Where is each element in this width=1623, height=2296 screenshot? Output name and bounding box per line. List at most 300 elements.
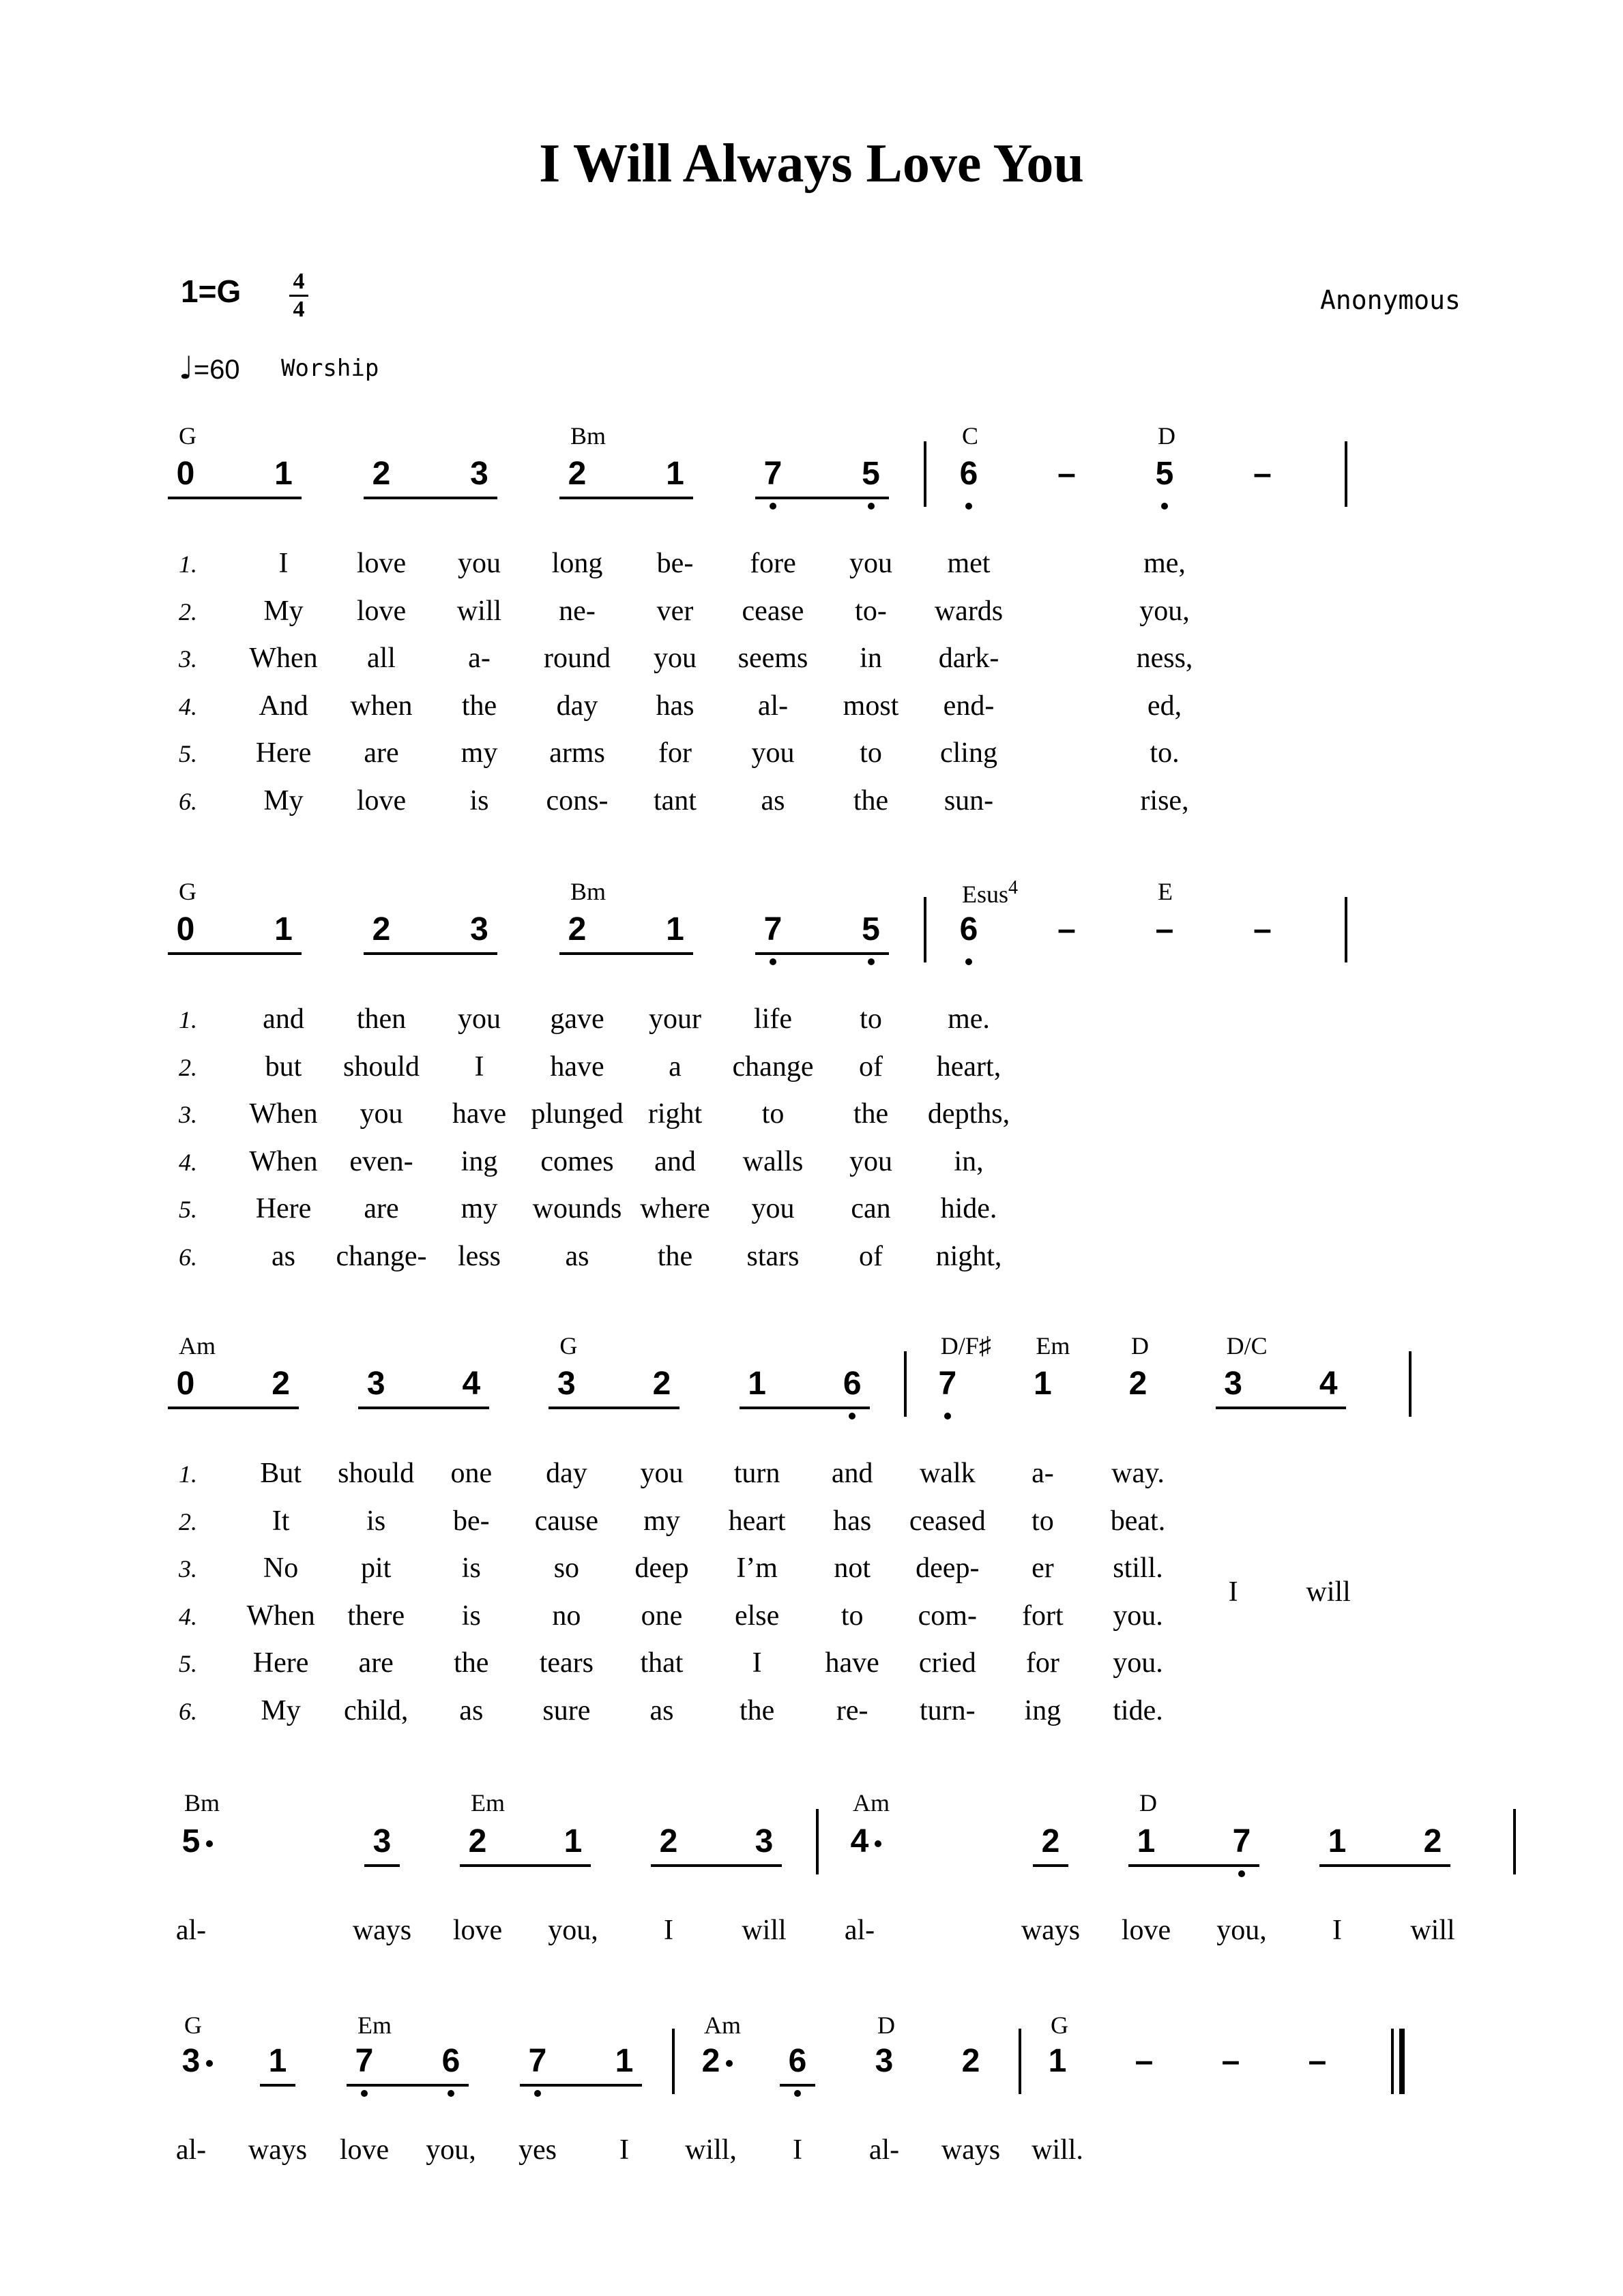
lyric-syllable: less <box>458 1241 501 1272</box>
eighth-beam <box>1216 1407 1347 1409</box>
augmentation-dot <box>875 1840 881 1847</box>
lower-octave-dot <box>868 503 875 510</box>
lyric-syllable: day <box>556 690 598 722</box>
lyric-syllable: the <box>657 1241 693 1272</box>
chord-label: C <box>962 422 979 450</box>
eighth-beam <box>364 952 497 955</box>
lyric-syllable: the <box>461 690 497 722</box>
jianpu-note: 2 <box>468 1823 487 1859</box>
verse-number: 1. <box>179 1460 197 1488</box>
lyric-syllable: day <box>546 1458 587 1489</box>
lyric-syllable: ceased <box>909 1505 986 1537</box>
lyric-syllable: as <box>272 1241 295 1272</box>
lyric-syllable: al- <box>175 2134 207 2166</box>
jianpu-note: 6 <box>441 2043 460 2079</box>
eighth-beam <box>364 1864 400 1867</box>
lower-octave-dot <box>1161 503 1168 510</box>
lyric-syllable: and <box>831 1458 873 1489</box>
chord-symbol <box>570 877 606 906</box>
jianpu-note: 7 <box>763 456 783 492</box>
bar-line <box>816 1809 819 1874</box>
lower-octave-dot <box>965 958 972 965</box>
eighth-beam <box>358 1407 489 1409</box>
chord-label: D <box>1131 1332 1149 1359</box>
lyric-syllable: sun- <box>944 785 994 816</box>
lyric-syllable: my <box>460 737 498 769</box>
lyric-syllable: have <box>825 1647 879 1679</box>
jianpu-note: 2 <box>652 1366 671 1402</box>
jianpu-note: 1 <box>1034 1366 1052 1402</box>
chord-symbol <box>1158 877 1173 906</box>
time-signature-bottom: 4 <box>293 297 305 322</box>
lyric-syllable: but <box>265 1050 302 1083</box>
lyric-syllable: wounds <box>532 1193 622 1225</box>
lyric-syllable: way. <box>1111 1458 1165 1489</box>
chord-label: Em <box>357 2012 392 2039</box>
chord-label: D/F♯ <box>940 1332 991 1359</box>
lyric-syllable: to <box>1032 1505 1054 1537</box>
lower-octave-dot <box>1238 1870 1245 1877</box>
lower-octave-dot <box>944 1413 951 1419</box>
jianpu-note: 2 <box>372 456 391 492</box>
lyric-syllable: will <box>742 1915 787 1946</box>
jianpu-note: 4 <box>850 1823 869 1859</box>
lyric-syllable: ways <box>941 2134 1001 2166</box>
lyric-syllable: life <box>754 1003 792 1035</box>
lyric-syllable: you <box>640 1458 684 1489</box>
lyric-syllable: er <box>1032 1552 1054 1585</box>
lyric-syllable: a- <box>1032 1458 1054 1489</box>
lyric-syllable: ne- <box>559 595 596 627</box>
jianpu-note: 1 <box>1328 1823 1347 1859</box>
verse-number: 6. <box>179 1243 197 1271</box>
lyric-syllable: I <box>1332 1915 1342 1946</box>
lyric-syllable: in <box>860 643 882 675</box>
lyric-syllable: love <box>1121 1915 1171 1946</box>
bar-line <box>1019 2029 1021 2094</box>
lyric-syllable: I’m <box>736 1552 778 1585</box>
lyric-syllable: to. <box>1150 737 1180 769</box>
eighth-beam <box>651 1864 782 1867</box>
jianpu-note: 1 <box>748 1366 766 1402</box>
lyric-syllable: the <box>853 785 889 816</box>
chord-symbol <box>184 1789 220 1817</box>
chord-label: G <box>184 2012 202 2039</box>
lyric-syllable: Here <box>252 1647 309 1679</box>
lyric-syllable: turn- <box>919 1695 976 1726</box>
lyric-syllable: and <box>263 1003 304 1035</box>
lyric-syllable: you. <box>1113 1600 1163 1632</box>
chord-label: Bm <box>570 878 606 905</box>
lyric-syllable: you <box>849 1145 892 1177</box>
time-signature-top: 4 <box>293 269 305 294</box>
jianpu-note: 2 <box>1041 1823 1060 1859</box>
lyric-syllable: al- <box>757 690 789 722</box>
lyric-syllable: you, <box>1216 1915 1267 1946</box>
lyric-syllable: I <box>752 1647 762 1679</box>
lyric-syllable: cried <box>918 1647 976 1679</box>
verse-number: 5. <box>179 1196 197 1224</box>
sustain-dash: – <box>1308 2043 1327 2079</box>
chord-symbol <box>962 422 978 450</box>
jianpu-note: 3 <box>875 2043 894 2079</box>
chord-symbol <box>877 2011 895 2040</box>
lyric-syllable: dark- <box>938 643 999 675</box>
lyric-syllable: you <box>360 1098 403 1130</box>
bar-line <box>924 897 926 962</box>
lyric-syllable: But <box>260 1458 302 1489</box>
jianpu-note: 1 <box>666 911 684 947</box>
lyric-syllable: sure <box>542 1695 591 1726</box>
lyric-syllable: the <box>853 1098 889 1130</box>
chord-symbol <box>1158 422 1175 450</box>
lyric-syllable: where <box>640 1193 710 1225</box>
lyric-syllable: al- <box>868 2134 900 2166</box>
lyric-syllable: still. <box>1113 1552 1163 1585</box>
lyric-syllable: are <box>358 1647 394 1679</box>
lyric-syllable: pit <box>361 1552 392 1585</box>
jianpu-note: 5 <box>862 911 880 947</box>
lyric-syllable: is <box>469 785 489 816</box>
sustain-dash: – <box>1135 2043 1154 2079</box>
eighth-beam <box>740 1407 871 1409</box>
lyric-syllable: change <box>732 1050 814 1083</box>
eighth-beam <box>168 952 302 955</box>
chord-label: Am <box>704 2012 741 2039</box>
lyric-syllable: as <box>649 1695 674 1726</box>
lyric-syllable: love <box>339 2134 390 2166</box>
lyric-syllable: night, <box>935 1241 1002 1272</box>
jianpu-note: 2 <box>1423 1823 1442 1859</box>
sustain-dash: – <box>1253 911 1272 947</box>
lyric-syllable: be- <box>656 548 694 579</box>
lyric-syllable: in, <box>954 1145 984 1177</box>
jianpu-note: 3 <box>1224 1366 1242 1402</box>
lyric-syllable: met <box>947 548 991 579</box>
lyric-syllable: round <box>544 643 611 675</box>
verse-number: 2. <box>179 598 197 625</box>
lyric-syllable: that <box>640 1647 684 1679</box>
lower-octave-dot <box>965 503 972 510</box>
lyric-syllable: beat. <box>1110 1505 1166 1537</box>
lyric-syllable: ver <box>656 595 694 627</box>
chord-symbol <box>471 1789 505 1817</box>
lyric-syllable: walk <box>919 1458 976 1489</box>
jianpu-note: 3 <box>181 2043 201 2079</box>
lyric-syllable: to <box>761 1098 785 1130</box>
chord-symbol <box>962 877 1018 909</box>
lyric-syllable: is <box>461 1552 481 1585</box>
lyric-syllable: a <box>669 1050 682 1083</box>
lyric-syllable: have <box>452 1098 507 1130</box>
lyric-syllable: tant <box>654 785 697 816</box>
sustain-dash: – <box>1057 911 1076 947</box>
lyric-syllable: has <box>833 1505 872 1537</box>
lyric-syllable: are <box>364 1193 399 1225</box>
chord-label: Em <box>471 1789 505 1816</box>
eighth-beam <box>460 1864 591 1867</box>
song-title: I Will Always Love You <box>539 134 1084 194</box>
jianpu-note: 6 <box>959 911 978 947</box>
chord-symbol <box>1051 2011 1068 2040</box>
bar-line <box>1513 1809 1516 1874</box>
lyric-syllable: cause <box>534 1505 599 1537</box>
chord-symbol <box>179 422 196 450</box>
chord-label: Am <box>179 1332 216 1359</box>
verse-number: 2. <box>179 1507 197 1535</box>
lower-octave-dot <box>794 2090 801 2097</box>
jianpu-note: 2 <box>272 1366 290 1402</box>
lyric-syllable: yes <box>518 2134 557 2166</box>
chord-label: D <box>1158 422 1175 450</box>
lyric-syllable: of <box>859 1241 883 1272</box>
lyric-syllable: I <box>278 548 289 579</box>
sustain-dash: – <box>1057 456 1076 492</box>
lyric-syllable: ways <box>1021 1915 1081 1946</box>
lyric-syllable: love <box>356 595 407 627</box>
lyric-syllable: you, <box>548 1915 598 1946</box>
verse-number: 1. <box>179 1006 197 1033</box>
jianpu-note: 1 <box>1048 2043 1067 2079</box>
jianpu-note: 4 <box>462 1366 481 1402</box>
eighth-beam <box>780 2084 815 2087</box>
lyric-syllable: My <box>263 785 304 816</box>
lyric-syllable: ness, <box>1136 643 1193 675</box>
lyric-syllable: heart <box>728 1505 786 1537</box>
verse-number: 1. <box>179 550 197 578</box>
chord-label: Bm <box>570 422 606 450</box>
augmentation-dot <box>206 1840 213 1847</box>
lyric-syllable: My <box>261 1695 301 1726</box>
lyric-syllable: My <box>263 595 304 627</box>
lyric-syllable: is <box>461 1600 481 1632</box>
lyric-syllable: deep- <box>916 1552 980 1585</box>
chord-label: D <box>877 2012 895 2039</box>
lyric-syllable: And <box>259 690 308 722</box>
lyric-syllable: should <box>342 1050 420 1083</box>
verse-number: 4. <box>179 692 197 720</box>
lyric-syllable: then <box>356 1003 407 1035</box>
chord-symbol <box>357 2011 392 2040</box>
jianpu-note: 2 <box>659 1823 678 1859</box>
eighth-beam <box>755 497 889 499</box>
jianpu-note: 0 <box>176 1366 195 1402</box>
lyric-syllable: will. <box>1032 2134 1083 2166</box>
eighth-beam <box>755 952 889 955</box>
lyric-syllable: deep <box>634 1552 689 1585</box>
lyric-syllable: depths, <box>927 1098 1010 1130</box>
quarter-note-icon: ♩ <box>179 349 194 386</box>
chord-label: Am <box>853 1789 890 1816</box>
eighth-beam <box>260 2084 295 2087</box>
lyric-syllable: will <box>456 595 502 627</box>
lower-octave-dot <box>849 1413 856 1419</box>
final-bar-line <box>1399 2029 1405 2094</box>
lyric-syllable: cling <box>940 737 997 769</box>
lyric-syllable: love <box>356 548 407 579</box>
tempo-mark: ♩=60 <box>179 349 240 386</box>
lyric-syllable: the <box>739 1695 775 1726</box>
lyric-syllable: you <box>654 643 697 675</box>
lower-octave-dot <box>770 958 776 965</box>
verse-number: 4. <box>179 1148 197 1176</box>
chord-symbol <box>570 422 606 450</box>
lyric-syllable: you, <box>1139 595 1190 627</box>
lyric-syllable: child, <box>343 1695 409 1726</box>
sustain-dash: – <box>1221 2043 1240 2079</box>
lyric-syllable: com- <box>918 1600 977 1632</box>
sustain-dash: – <box>1253 456 1272 492</box>
bar-line <box>672 2029 675 2094</box>
lower-octave-dot <box>770 503 776 510</box>
lyric-syllable: heart, <box>936 1050 1001 1083</box>
lyric-syllable: Here <box>255 1193 312 1225</box>
verse-number: 3. <box>179 1101 197 1129</box>
lyric-syllable: me. <box>948 1003 990 1035</box>
chord-label: G <box>559 1332 578 1359</box>
verse-number: 3. <box>179 645 197 673</box>
chord-symbol <box>559 1331 577 1360</box>
lyric-syllable: to <box>860 1003 882 1035</box>
jianpu-note: 1 <box>268 2043 287 2079</box>
lyric-syllable: a- <box>468 643 491 675</box>
lyric-syllable: my <box>643 1505 680 1537</box>
lyric-syllable: love <box>452 1915 503 1946</box>
jianpu-note: 3 <box>470 911 488 947</box>
lyric-syllable: right <box>647 1098 703 1130</box>
chord-symbol <box>853 1789 890 1817</box>
eighth-beam <box>1319 1864 1450 1867</box>
jianpu-note: 1 <box>564 1823 583 1859</box>
lyric-syllable: there <box>347 1600 405 1632</box>
lyric-syllable: my <box>460 1193 498 1225</box>
lyric-syllable: ing <box>460 1145 498 1177</box>
lyric-syllable: one <box>450 1458 493 1489</box>
jianpu-note: 2 <box>372 911 391 947</box>
lyric-syllable: When <box>249 643 318 675</box>
lyric-syllable: hide. <box>940 1193 997 1225</box>
chord-symbol <box>704 2011 741 2040</box>
sustain-dash: – <box>1155 911 1174 947</box>
jianpu-note: 3 <box>372 1823 392 1859</box>
verse-number: 5. <box>179 740 197 768</box>
bar-line <box>1409 1351 1412 1417</box>
lyric-syllable: al- <box>175 1915 207 1946</box>
lyric-syllable: your <box>649 1003 701 1035</box>
jianpu-note: 1 <box>1137 1823 1156 1859</box>
lyric-syllable: have <box>550 1050 604 1083</box>
lyric-syllable: are <box>364 737 399 769</box>
lyric-syllable: you. <box>1113 1647 1163 1679</box>
lyric-syllable: else <box>734 1600 780 1632</box>
lower-octave-dot <box>534 2090 541 2097</box>
lyric-syllable: fore <box>750 548 796 579</box>
bar-line <box>924 441 926 507</box>
bar-line <box>1345 897 1347 962</box>
chord-label: Esus <box>962 881 1009 908</box>
lyric-syllable: When <box>249 1145 318 1177</box>
lyric-syllable: can <box>851 1193 891 1225</box>
chord-symbol <box>941 1331 991 1360</box>
jianpu-note: 2 <box>1128 1366 1147 1402</box>
jianpu-note: 5 <box>1155 456 1174 492</box>
lyric-syllable: you <box>751 737 795 769</box>
eighth-beam <box>1033 1864 1068 1867</box>
jianpu-note: 6 <box>843 1366 862 1402</box>
jianpu-note: 0 <box>176 456 195 492</box>
lower-octave-dot <box>868 958 875 965</box>
lyric-syllable: end- <box>943 690 995 722</box>
chord-symbol <box>1131 1331 1149 1360</box>
jianpu-note: 3 <box>755 1823 774 1859</box>
lyric-syllable: no <box>552 1600 581 1632</box>
bar-line <box>1391 2029 1394 2094</box>
lyric-syllable: I <box>474 1050 484 1083</box>
lyric-syllable: as <box>459 1695 484 1726</box>
lyric-syllable: most <box>843 690 899 722</box>
lyric-syllable: No <box>263 1552 299 1585</box>
lyric-syllable: cons- <box>546 785 609 816</box>
jianpu-note: 6 <box>788 2043 807 2079</box>
lyric-syllable: long <box>551 548 603 579</box>
lyric-syllable: al- <box>844 1915 875 1946</box>
chord-symbol <box>184 2011 202 2040</box>
lyric-syllable: one <box>641 1600 683 1632</box>
lyric-syllable: Here <box>255 737 312 769</box>
lyric-syllable: I <box>619 2134 629 2166</box>
bar-line <box>904 1351 907 1417</box>
lyric-syllable: to <box>860 737 882 769</box>
lyric-syllable: should <box>338 1458 415 1489</box>
verse-number: 2. <box>179 1053 197 1081</box>
lyric-syllable: when <box>350 690 413 722</box>
lyric-syllable: seems <box>737 643 808 675</box>
eighth-beam <box>168 1407 299 1409</box>
chord-label: D/C <box>1226 1332 1268 1359</box>
lyric-syllable: re- <box>836 1695 868 1726</box>
jianpu-note: 2 <box>701 2043 720 2079</box>
lyric-syllable: I <box>793 2134 802 2166</box>
lower-octave-dot <box>361 2090 368 2097</box>
lyric-syllable: is <box>366 1505 386 1537</box>
lyric-syllable: change- <box>336 1241 427 1272</box>
lyric-syllable: walls <box>742 1145 804 1177</box>
eighth-beam <box>364 497 497 499</box>
jianpu-note: 2 <box>568 911 587 947</box>
chord-label: Em <box>1036 1332 1070 1359</box>
jianpu-note: 3 <box>366 1366 385 1402</box>
lyric-syllable: ways <box>248 2134 308 2166</box>
verse-number: 6. <box>179 788 197 815</box>
lyric-syllable: love <box>356 785 407 816</box>
chord-label: Bm <box>184 1789 220 1816</box>
lyric-syllable: cease <box>742 595 804 627</box>
lyric-syllable: you <box>751 1193 795 1225</box>
lyric-syllable: tears <box>539 1647 594 1679</box>
chord-label: G <box>179 422 196 450</box>
chord-symbol <box>1036 1331 1070 1360</box>
jianpu-note: 4 <box>1319 1366 1338 1402</box>
lyric-syllable: gave <box>550 1003 604 1035</box>
eighth-beam <box>168 497 302 499</box>
eighth-beam <box>520 2084 642 2087</box>
jianpu-note: 5 <box>862 456 880 492</box>
verse-number: 5. <box>179 1650 197 1678</box>
lyric-syllable: will <box>1306 1576 1351 1608</box>
lyric-syllable: not <box>834 1552 871 1585</box>
lyric-syllable: for <box>658 737 692 769</box>
key-signature: 1=G <box>181 274 242 309</box>
